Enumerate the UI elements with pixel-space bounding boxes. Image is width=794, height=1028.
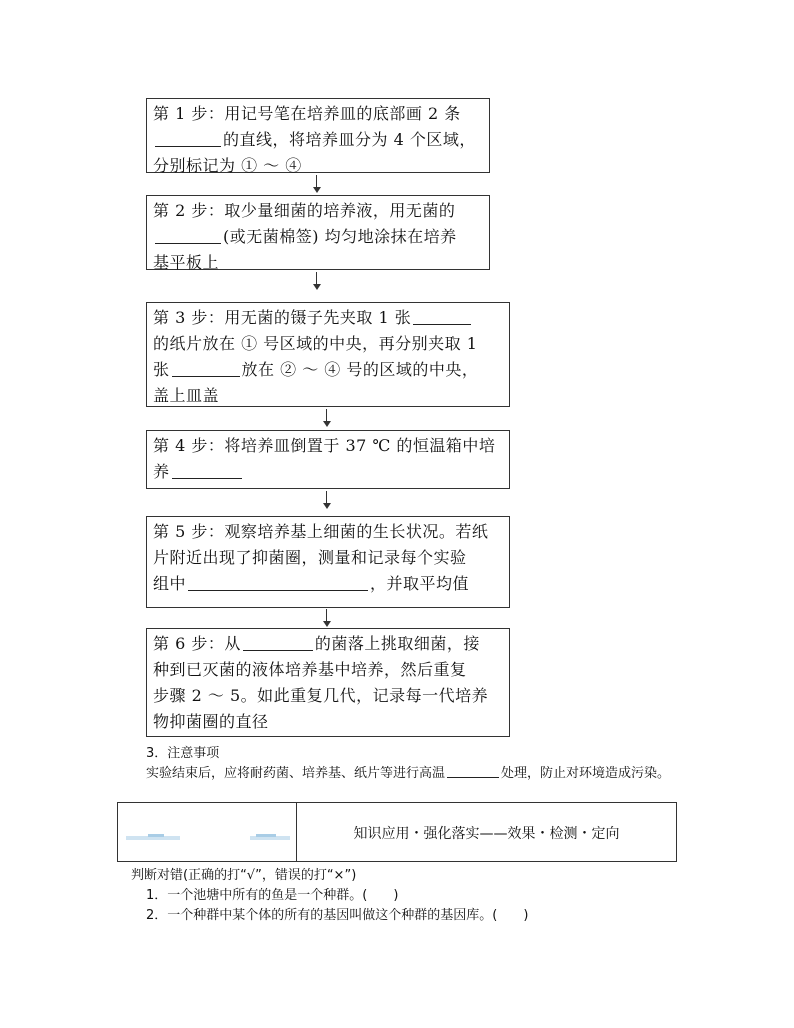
step-text: 第 1 步：用记号笔在培养皿的底部画 2 条	[153, 104, 461, 123]
notes-blank	[447, 763, 499, 778]
step-text: 种到已灭菌的液体培养基中培养，然后重复	[153, 660, 467, 679]
step-text: 养	[153, 462, 170, 481]
fill-in-blank	[155, 225, 221, 244]
step-box-5	[146, 516, 510, 608]
flow-arrow	[322, 491, 332, 509]
step-box-1	[146, 98, 490, 173]
notes-body-post: 处理，防止对环境造成污染。	[501, 766, 671, 781]
step-5-line	[153, 545, 503, 571]
step-text: ，并取平均值	[370, 574, 470, 593]
flow-arrow	[312, 175, 322, 193]
step-text: 基平板上	[153, 253, 220, 272]
step-text: 第 5 步：观察培养基上细菌的生长状况。若纸	[153, 522, 489, 541]
banner-decoration	[148, 834, 164, 837]
step-box-4	[146, 430, 510, 489]
question-2: 2．一个种群中某个体的所有的基因叫做这个种群的基因库。( )	[146, 908, 529, 923]
step-2-line	[153, 224, 483, 250]
step-text: (或无菌棉签) 均匀地涂抹在培养	[223, 227, 457, 246]
step-text: 的直线，将培养皿分为 4 个区域，	[223, 130, 476, 149]
fill-in-blank	[413, 306, 471, 325]
step-text: 第 2 步：取少量细菌的培养液，用无菌的	[153, 201, 456, 220]
notes-body	[146, 762, 670, 781]
step-6-line	[153, 709, 503, 735]
step-3-line	[153, 305, 503, 331]
step-5-line	[153, 519, 503, 545]
question-1: 1．一个池塘中所有的鱼是一个种群。( )	[146, 888, 399, 903]
fill-in-blank	[172, 460, 242, 479]
step-6-line	[153, 683, 503, 709]
step-5-line	[153, 571, 503, 597]
banner-decoration	[256, 834, 276, 837]
flow-arrow	[322, 409, 332, 427]
step-text: 片附近出现了抑菌圈，测量和记录每个实验	[153, 548, 467, 567]
step-4-line	[153, 433, 503, 459]
step-text: 第 4 步：将培养皿倒置于 37 ℃ 的恒温箱中培	[153, 436, 496, 455]
step-6-line	[153, 657, 503, 683]
step-text: 分别标记为 ① ～ ④	[153, 156, 302, 175]
step-text: 放在 ② ～ ④ 号的区域的中央，	[241, 360, 479, 379]
fill-in-blank	[243, 632, 313, 651]
step-text: 的菌落上挑取细菌，接	[314, 634, 480, 653]
step-box-3	[146, 302, 510, 407]
step-3-line	[153, 331, 503, 357]
step-text: 盖上皿盖	[153, 386, 220, 405]
fill-in-blank	[172, 358, 240, 377]
step-3-line	[153, 357, 503, 383]
step-6-line	[153, 631, 503, 657]
step-text: 第 6 步：从	[153, 634, 241, 653]
section-banner	[117, 802, 677, 862]
flow-arrow	[312, 272, 322, 290]
notes-body-pre: 实验结束后，应将耐药菌、培养基、纸片等进行高温	[146, 766, 446, 781]
step-text: 张	[153, 360, 170, 379]
judge-instruction: 判断对错(正确的打“√”，错误的打“×”)	[131, 868, 357, 883]
step-text: 步骤 2 ～ 5。如此重复几代，记录每一代培养	[153, 686, 489, 705]
step-text: 物抑菌圈的直径	[153, 712, 269, 731]
step-text: 第 3 步：用无菌的镊子先夹取 1 张	[153, 308, 412, 327]
step-box-6	[146, 628, 510, 737]
flow-arrow	[322, 609, 332, 627]
step-3-line	[153, 383, 503, 409]
fill-in-blank	[188, 572, 368, 591]
step-box-2	[146, 195, 490, 270]
step-text: 组中	[153, 574, 187, 593]
step-1-line	[153, 101, 483, 127]
step-text: 的纸片放在 ① 号区域的中央，再分别夹取 1	[153, 334, 478, 353]
step-1-line	[153, 127, 483, 153]
banner-title: 知识应用・强化落实——效果・检测・定向	[353, 826, 620, 842]
notes-title: 3．注意事项	[146, 746, 220, 761]
step-2-line	[153, 198, 483, 224]
step-4-line	[153, 459, 503, 485]
fill-in-blank	[155, 128, 221, 147]
